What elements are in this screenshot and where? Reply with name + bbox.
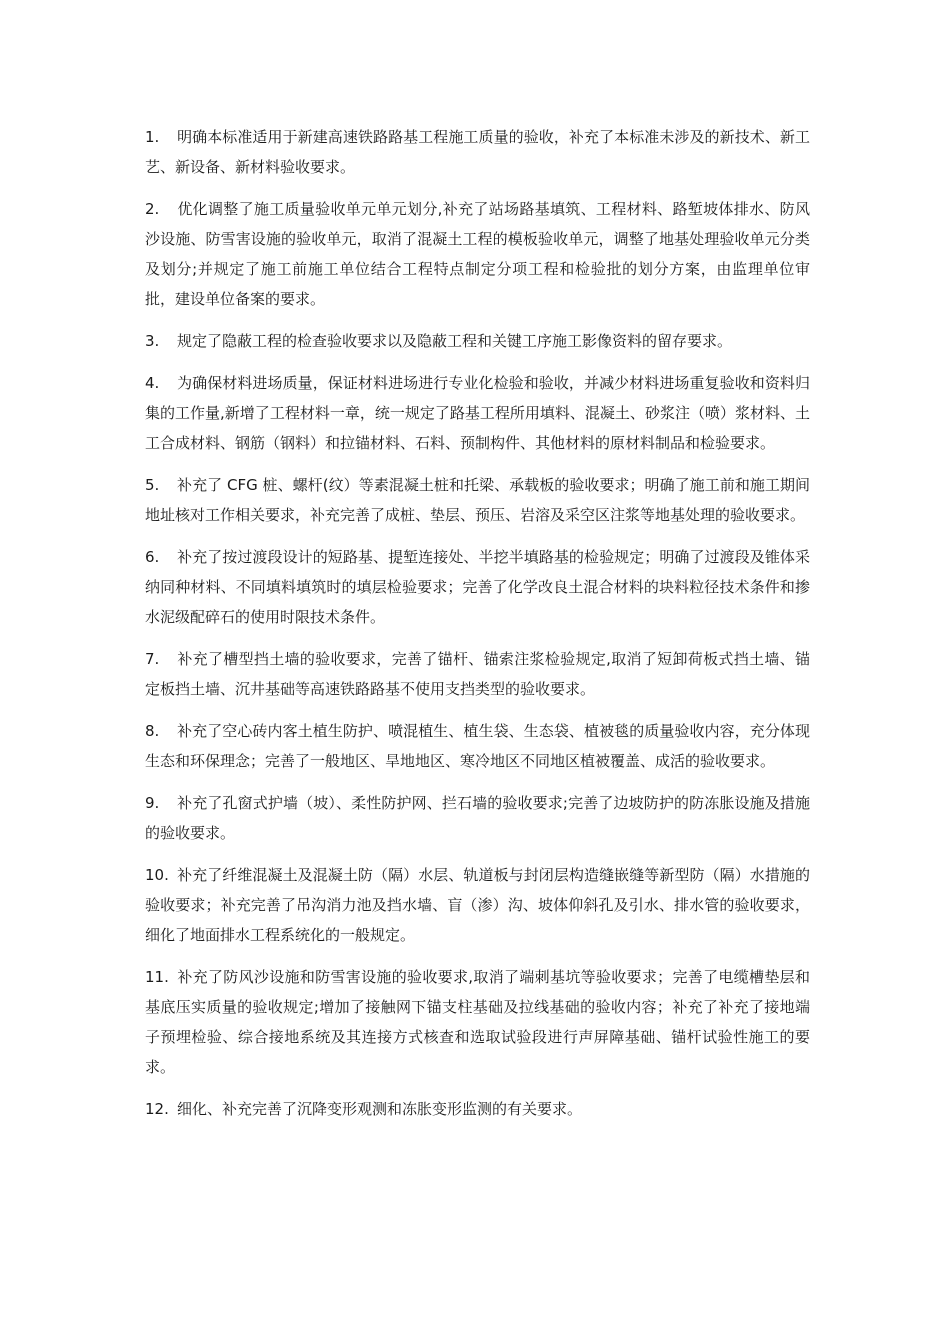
item-text: 补充了 CFG 桩、螺杆(纹）等素混凝土桩和托梁、承载板的验收要求；明确了施工前和施工期间地址核对工作相关要求，补充完善了成桩、垫层、预压、岩溶及采空区注浆等地基处理的验收要求。 — [145, 476, 810, 524]
list-item — [145, 716, 810, 776]
item-text: 明确本标准适用于新建高速铁路路基工程施工质量的验收，补充了本标准未涉及的新技术、新工艺、新设备、新材料验收要求。 — [145, 128, 810, 176]
list-item — [145, 542, 810, 632]
item-text: 补充了按过渡段设计的短路基、提堑连接处、半挖半填路基的检验规定；明确了过渡段及锥体采纳同种材料、不同填料填筑时的填层检验要求；完善了化学改良土混合材料的块料粒径技术条件和掺水泥级配碎石的使用时限技术条件。 — [145, 548, 810, 626]
item-number: 1. — [145, 128, 160, 146]
list-item — [145, 644, 810, 704]
list-item — [145, 470, 810, 530]
list-item — [145, 326, 810, 356]
item-number: 2. — [145, 200, 160, 218]
item-text: 优化调整了施工质量验收单元单元划分,补充了站场路基填筑、工程材料、路堑坡体排水、防风沙设施、防雪害设施的验收单元，取消了混凝土工程的模板验收单元，调整了地基处理验收单元分类及划分;并规定了施工前施工单位结合工程特点制定分项工程和检验批的划分方案，由监理单位审批，建设单位备案的要求。 — [145, 200, 810, 308]
list-item — [145, 368, 810, 458]
item-number: 7. — [145, 650, 160, 668]
item-text: 补充了空心砖内客土植生防护、喷混植生、植生袋、生态袋、植被毯的质量验收内容，充分体现生态和环保理念；完善了一般地区、旱地地区、寒冷地区不同地区植被覆盖、成活的验收要求。 — [145, 722, 810, 770]
list-item — [145, 122, 810, 182]
item-text: 补充了纤维混凝土及混凝土防（隔）水层、轨道板与封闭层构造缝嵌缝等新型防（隔）水措施的验收要求；补充完善了吊沟消力池及挡水墙、盲（渗）沟、坡体仰斜孔及引水、排水管的验收要求，细化了地面排水工程系统化的一般规定。 — [145, 866, 810, 944]
item-number: 5. — [145, 476, 160, 494]
item-number: 8. — [145, 722, 160, 740]
item-number: 12. — [145, 1100, 169, 1118]
item-text: 补充了孔窗式护墙（坡）、柔性防护网、拦石墙的验收要求;完善了边坡防护的防冻胀设施及措施的验收要求。 — [145, 794, 810, 842]
item-text: 补充了防风沙设施和防雪害设施的验收要求,取消了端刺基坑等验收要求；完善了电缆槽垫层和基底压实质量的验收规定;增加了接触网下锚支柱基础及拉线基础的验收内容；补充了补充了接地端子预埋检验、综合接地系统及其连接方式核查和选取试验段进行声屏障基础、锚杆试验性施工的要求。 — [145, 968, 810, 1076]
item-number: 9. — [145, 794, 160, 812]
list-item — [145, 194, 810, 314]
item-text: 细化、补充完善了沉降变形观测和冻胀变形监测的有关要求。 — [177, 1100, 583, 1118]
item-number: 3. — [145, 332, 160, 350]
item-text: 为确保材料进场质量，保证材料进场进行专业化检验和验收，并减少材料进场重复验收和资料归集的工作量,新增了工程材料一章，统一规定了路基工程所用填料、混凝土、砂浆注（喷）浆材料、土工合成材料、钢筋（钢料）和拉锚材料、石料、预制构件、其他材料的原材料制品和检验要求。 — [145, 374, 810, 452]
item-text: 补充了槽型挡土墙的验收要求，完善了锚杆、锚索注浆检验规定,取消了短卸荷板式挡土墙、锚定板挡土墙、沉井基础等高速铁路路基不使用支挡类型的验收要求。 — [145, 650, 810, 698]
list-item — [145, 1094, 810, 1124]
list-item — [145, 962, 810, 1082]
item-number: 10. — [145, 866, 169, 884]
item-number: 11. — [145, 968, 169, 986]
list-item — [145, 860, 810, 950]
document-body — [145, 122, 810, 1136]
item-number: 6. — [145, 548, 160, 566]
item-number: 4. — [145, 374, 160, 392]
list-item — [145, 788, 810, 848]
item-text: 规定了隐蔽工程的检查验收要求以及隐蔽工程和关键工序施工影像资料的留存要求。 — [177, 332, 733, 350]
